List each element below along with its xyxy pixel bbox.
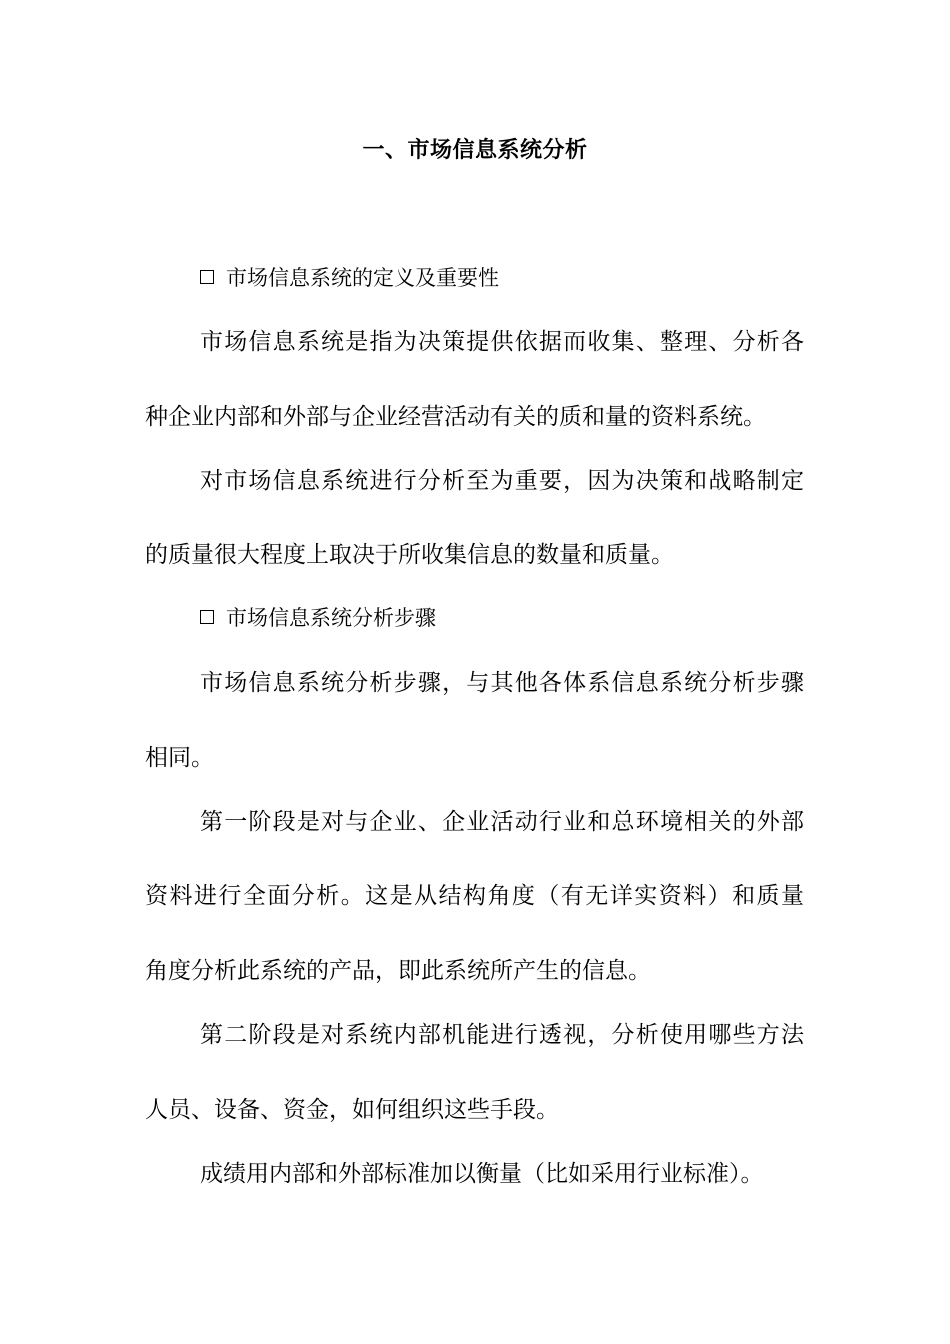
paragraph-line: 相同。 xyxy=(145,745,214,771)
paragraph-line: 资料进行全面分析。这是从结构角度（有无详实资料）和质量 xyxy=(145,883,804,909)
paragraph-line: 第一阶段是对与企业、企业活动行业和总环境相关的外部 xyxy=(200,809,804,835)
paragraph-line: 人员、设备、资金，如何组织这些手段。 xyxy=(145,1097,559,1123)
section-heading-text: 市场信息系统的定义及重要性 xyxy=(226,266,499,290)
page-title: 一、市场信息系统分析 xyxy=(362,138,588,163)
section-heading xyxy=(200,261,499,295)
paragraph-line: 市场信息系统分析步骤，与其他各体系信息系统分析步骤 xyxy=(200,670,804,696)
paragraph-line: 成绩用内部和外部标准加以衡量（比如采用行业标准）。 xyxy=(200,1161,764,1187)
paragraph-line: 种企业内部和外部与企业经营活动有关的质和量的资料系统。 xyxy=(145,404,766,430)
paragraph-line: 对市场信息系统进行分析至为重要，因为决策和战略制定 xyxy=(200,468,804,494)
section-heading xyxy=(200,601,436,635)
section-heading-text: 市场信息系统分析步骤 xyxy=(226,606,436,630)
paragraph-line: 市场信息系统是指为决策提供依据而收集、整理、分析各 xyxy=(200,329,804,355)
paragraph-line: 的质量很大程度上取决于所收集信息的数量和质量。 xyxy=(145,542,674,568)
paragraph-line: 第二阶段是对系统内部机能进行透视，分析使用哪些方法 xyxy=(200,1022,804,1048)
checkbox-square-icon xyxy=(200,610,214,624)
checkbox-square-icon xyxy=(200,270,214,284)
paragraph-line: 角度分析此系统的产品，即此系统所产生的信息。 xyxy=(145,958,651,984)
